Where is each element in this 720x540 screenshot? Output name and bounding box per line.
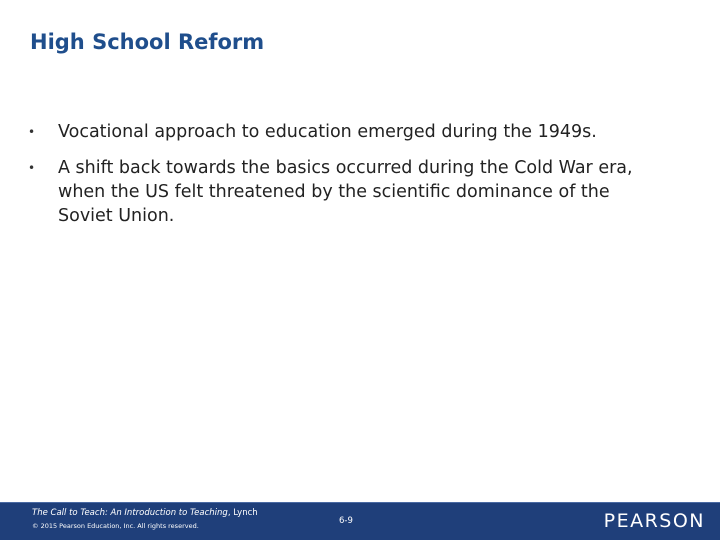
book-author: , Lynch <box>227 508 258 518</box>
footer-copyright: © 2015 Pearson Education, Inc. All rights reserved. <box>32 522 199 530</box>
footer-bar <box>0 502 720 540</box>
book-title: The Call to Teach: An Introduction to Teaching <box>32 508 228 518</box>
bullet-marker: • <box>28 125 36 139</box>
page-number: 6-9 <box>339 516 353 526</box>
slide-title: High School Reform <box>30 30 265 54</box>
bullet-marker: • <box>28 161 36 175</box>
bullet-text: A shift back towards the basics occurred during the Cold War era, when the US felt threatened by the scientific dominance of the Soviet Union. <box>58 158 633 226</box>
bullet-item <box>28 156 648 228</box>
bullet-text: Vocational approach to education emerged during the 1949s. <box>58 122 597 142</box>
pearson-logo: PEARSON <box>603 510 705 532</box>
bullet-list <box>28 120 668 240</box>
bullet-item <box>28 120 648 144</box>
footer-citation <box>32 508 258 518</box>
